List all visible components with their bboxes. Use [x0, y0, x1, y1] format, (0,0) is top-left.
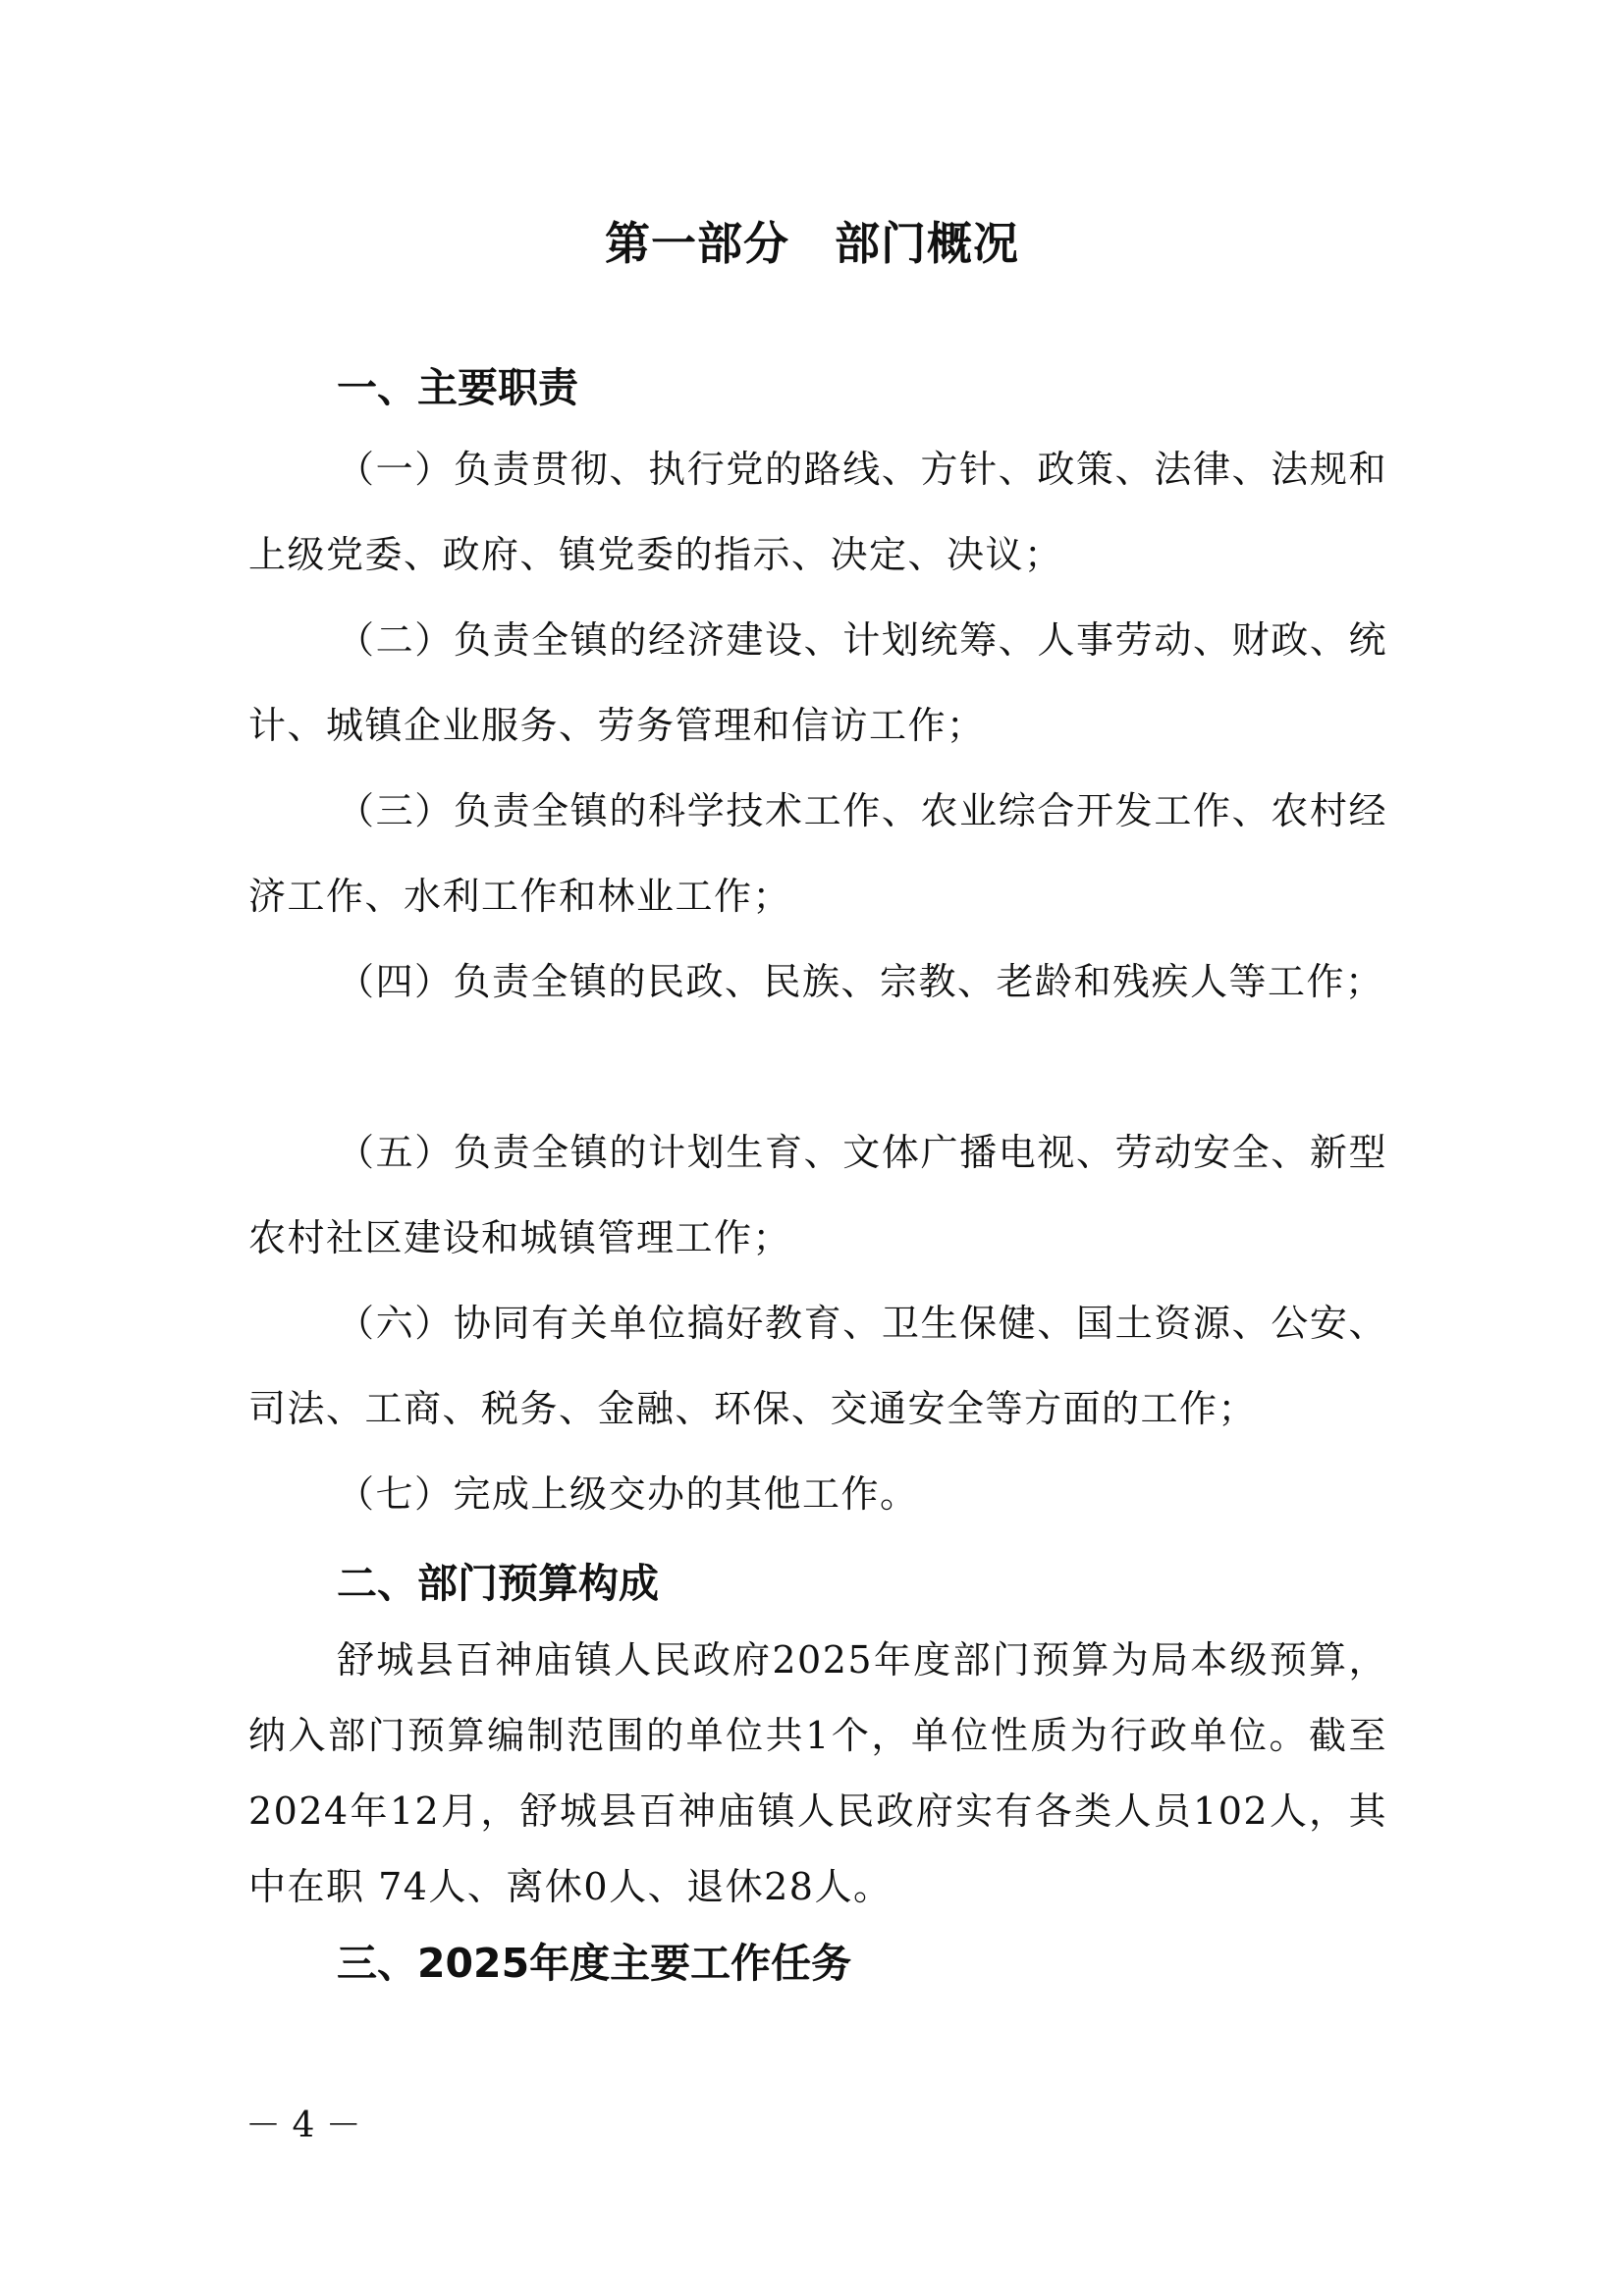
- title-name: 部门概况: [835, 217, 1019, 270]
- duty-item-2: （二）负责全镇的经济建设、计划统筹、人事劳动、财政、统计、城镇企业服务、劳务管理和信访工作；: [248, 618, 1387, 747]
- page-title: [0, 204, 1624, 283]
- duty-item-1: （一）负责贯彻、执行党的路线、方针、政策、法律、法规和上级党委、政府、镇党委的指示、决定、决议；: [248, 448, 1387, 576]
- section-heading-duties: 一、主要职责: [337, 364, 578, 411]
- section-heading-budget: 二、部门预算构成: [337, 1560, 659, 1607]
- title-part: 第一部分: [605, 217, 789, 270]
- duty-item-4: （四）负责全镇的民政、民族、宗教、老龄和残疾人等工作；: [337, 960, 1384, 1003]
- section-heading-tasks: 三、2025年度主要工作任务: [337, 1940, 852, 1987]
- duty-item-7: （七）完成上级交办的其他工作。: [337, 1472, 919, 1516]
- duty-item-3: （三）负责全镇的科学技术工作、农业综合开发工作、农村经济工作、水利工作和林业工作；: [248, 789, 1387, 918]
- duty-item-6: （六）协同有关单位搞好教育、卫生保健、国土资源、公安、司法、工商、税务、金融、环保、交通安全等方面的工作；: [248, 1302, 1387, 1430]
- duty-item-5: （五）负责全镇的计划生育、文体广播电视、劳动安全、新型农村社区建设和城镇管理工作；: [248, 1131, 1387, 1259]
- budget-paragraph: 舒城县百神庙镇人民政府2025年度部门预算为局本级预算，纳入部门预算编制范围的单位共1个，单位性质为行政单位。截至2024年12月，舒城县百神庙镇人民政府实有各类人员102人，其中在职 74人、离休0人、退休28人。: [248, 1638, 1387, 1908]
- page-number: － 4 －: [245, 2106, 361, 2146]
